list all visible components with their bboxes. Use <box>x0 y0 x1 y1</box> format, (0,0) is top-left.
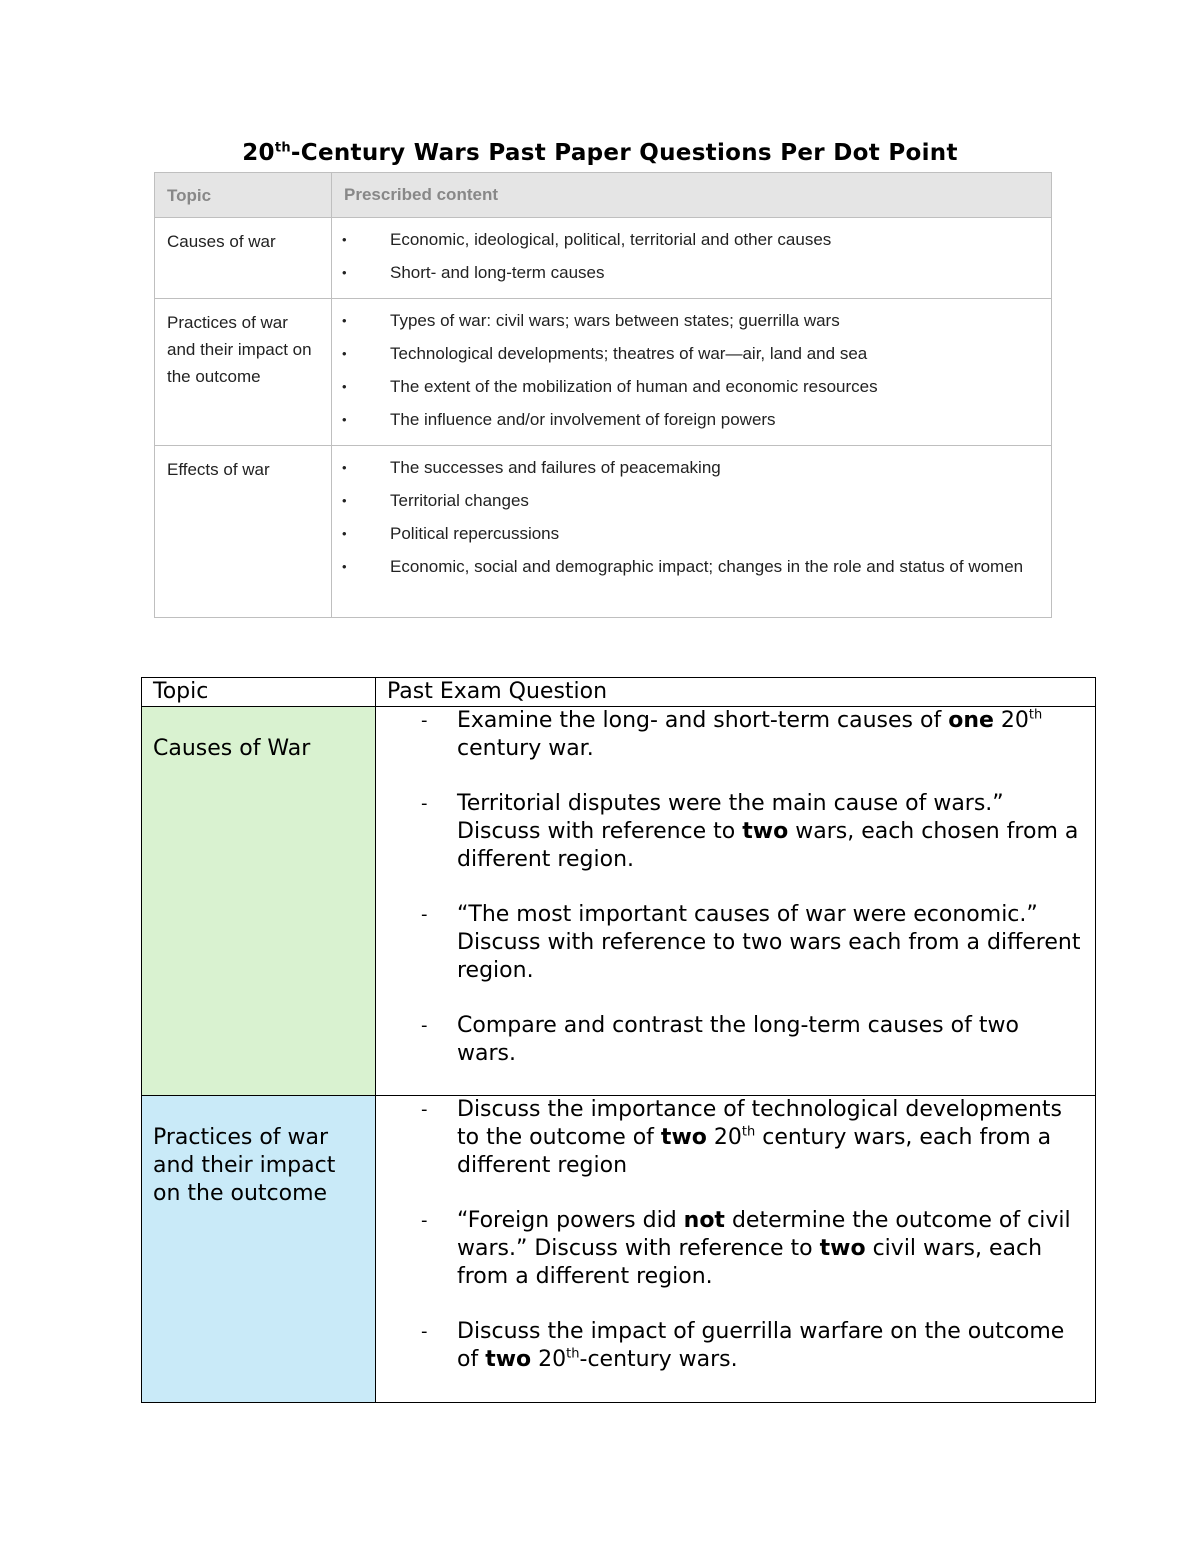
question-item: - Territorial disputes were the main cause of wars.” Discuss with reference to two wars, each chosen from a different region. <box>376 790 1081 874</box>
list-item: • Territorial changes <box>332 487 1035 514</box>
list-item: • The successes and failures of peacemaking <box>332 454 1035 481</box>
question-item: - “The most important causes of war were economic.” Discuss with reference to two wars each from a different region. <box>376 901 1081 985</box>
topic-cell: Effects of war <box>167 460 270 479</box>
table-row <box>155 299 1052 446</box>
table-row <box>155 218 1052 299</box>
question-item: - Examine the long- and short-term causes of one 20th century war. <box>376 707 1081 763</box>
list-item: • Technological developments; theatres of war—air, land and sea <box>332 340 1035 367</box>
question-item: - Discuss the importance of technological developments to the outcome of two 20th century wars, each from a different region <box>376 1096 1081 1180</box>
topic-cell: Causes of war <box>167 232 276 251</box>
topic-cell-practices: Practices of war and their impact on the outcome <box>142 1096 376 1403</box>
topic-cell: Practices of war and their impact on the outcome <box>167 313 312 386</box>
list-item: • The extent of the mobilization of human and economic resources <box>332 373 1035 400</box>
table-row <box>142 707 1096 1096</box>
list-item: • The influence and/or involvement of foreign powers <box>332 406 1035 433</box>
list-item: • Short- and long-term causes <box>332 259 1035 286</box>
list-item: • Economic, social and demographic impact; changes in the role and status of women <box>332 553 1035 580</box>
list-item: • Types of war: civil wars; wars between states; guerrilla wars <box>332 307 1035 334</box>
header-topic: Topic <box>167 185 212 205</box>
table-row <box>155 446 1052 618</box>
past-exam-questions-table <box>141 677 1096 1403</box>
page-title: 20th-Century Wars Past Paper Questions Per Dot Point <box>242 140 958 166</box>
header-past-exam-question: Past Exam Question <box>376 678 1096 707</box>
table-header-row <box>142 678 1096 707</box>
question-item: - Discuss the impact of guerrilla warfare on the outcome of two 20th-century wars. <box>376 1318 1081 1374</box>
header-prescribed-content: Prescribed content <box>344 185 498 204</box>
topic-cell-causes: Causes of War <box>142 707 376 1096</box>
table-header-row <box>155 173 1052 218</box>
list-item: • Political repercussions <box>332 520 1035 547</box>
list-item: • Economic, ideological, political, territorial and other causes <box>332 226 1035 253</box>
prescribed-content-table <box>154 172 1052 618</box>
table-row <box>142 1096 1096 1403</box>
header-topic: Topic <box>142 678 376 707</box>
question-item: - Compare and contrast the long-term causes of two wars. <box>376 1012 1081 1068</box>
question-item: - “Foreign powers did not determine the outcome of civil wars.” Discuss with reference to two civil wars, each from a different region. <box>376 1207 1081 1291</box>
